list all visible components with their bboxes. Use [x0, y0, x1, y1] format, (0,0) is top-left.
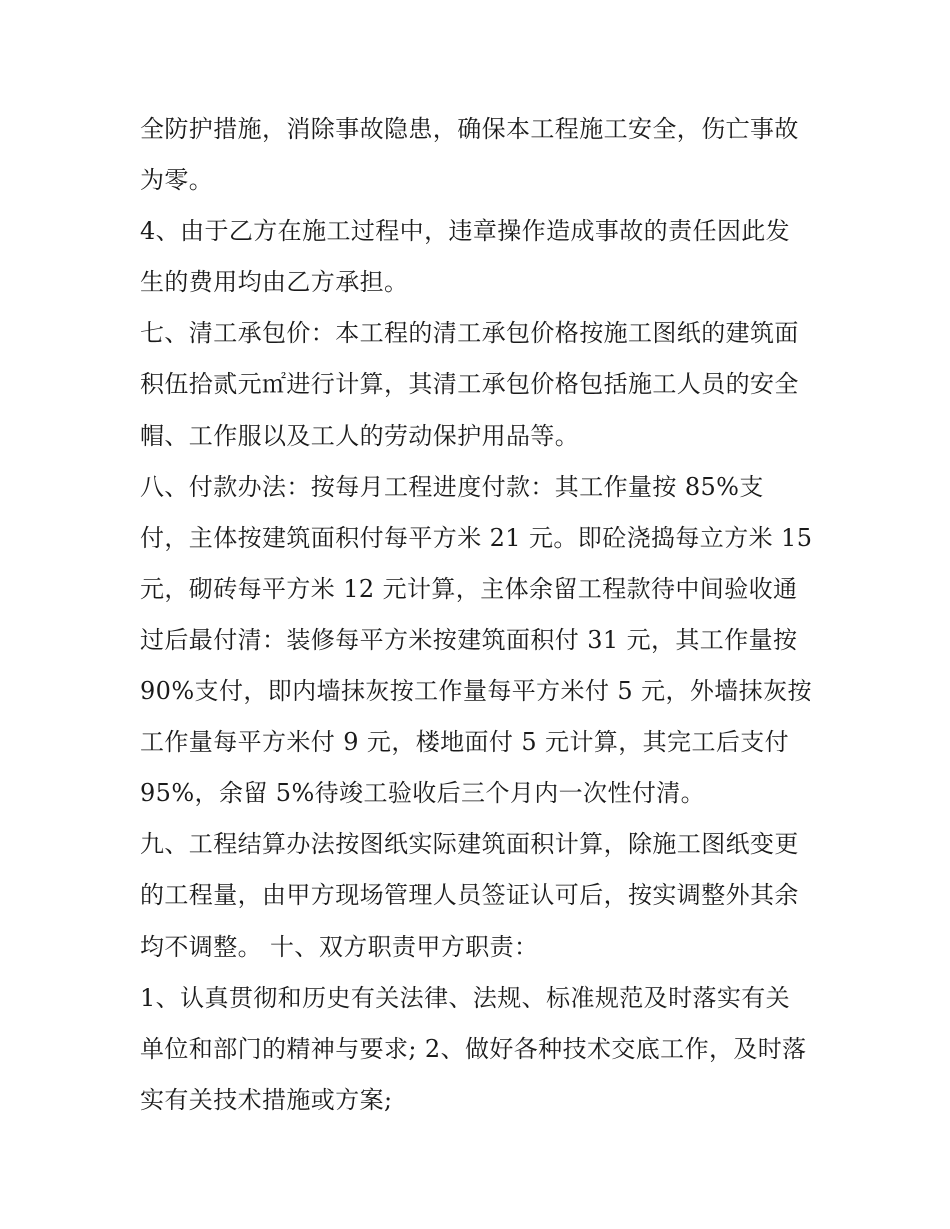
text-line: 1、认真贯彻和历史有关法律、法规、标准规范及时落实有关 [140, 983, 791, 1012]
text-line: 工作量每平方米付 9 元，楼地面付 5 元计算，其完工后支付 [140, 728, 790, 757]
text-line: 90%支付，即内墙抹灰按工作量每平方米付 5 元，外墙抹灰按 [140, 677, 812, 706]
text-line: 4、由于乙方在施工过程中，违章操作造成事故的责任因此发 [140, 217, 791, 246]
text-line: 为零。 [140, 166, 214, 195]
body-text [140, 104, 820, 1126]
text-line: 帽、工作服以及工人的劳动保护用品等。 [140, 421, 580, 450]
text-line: 的工程量，由甲方现场管理人员签证认可后，按实调整外其余 [140, 881, 799, 910]
text-line: 付，主体按建筑面积付每平方米 21 元。即砼浇捣每立方米 15 [140, 523, 813, 552]
text-line: 九、工程结算办法按图纸实际建筑面积计算，除施工图纸变更 [140, 830, 799, 859]
text-line: 生的费用均由乙方承担。 [140, 268, 409, 297]
text-line: 95%，余留 5%待竣工验收后三个月内一次性付清。 [140, 779, 706, 808]
text-line: 全防护措施，消除事故隐患，确保本工程施工安全，伤亡事故 [140, 115, 799, 143]
text-line: 单位和部门的精神与要求; 2、做好各种技术交底工作，及时落 [140, 1034, 807, 1063]
text-line: 均不调整。 十、双方职责甲方职责： [140, 932, 539, 961]
text-line: 过后最付清：装修每平方米按建筑面积付 31 元，其工作量按 [140, 625, 798, 654]
text-line: 元，砌砖每平方米 12 元计算，主体余留工程款待中间验收通 [140, 574, 798, 603]
text-line: 八、付款办法：按每月工程进度付款：其工作量按 85%支 [140, 472, 764, 501]
text-line: 积伍拾贰元㎡进行计算，其清工承包价格包括施工人员的安全 [140, 370, 799, 399]
text-line: 七、清工承包价：本工程的清工承包价格按施工图纸的建筑面 [140, 319, 799, 348]
text-line: 实有关技术措施或方案; [140, 1085, 393, 1114]
